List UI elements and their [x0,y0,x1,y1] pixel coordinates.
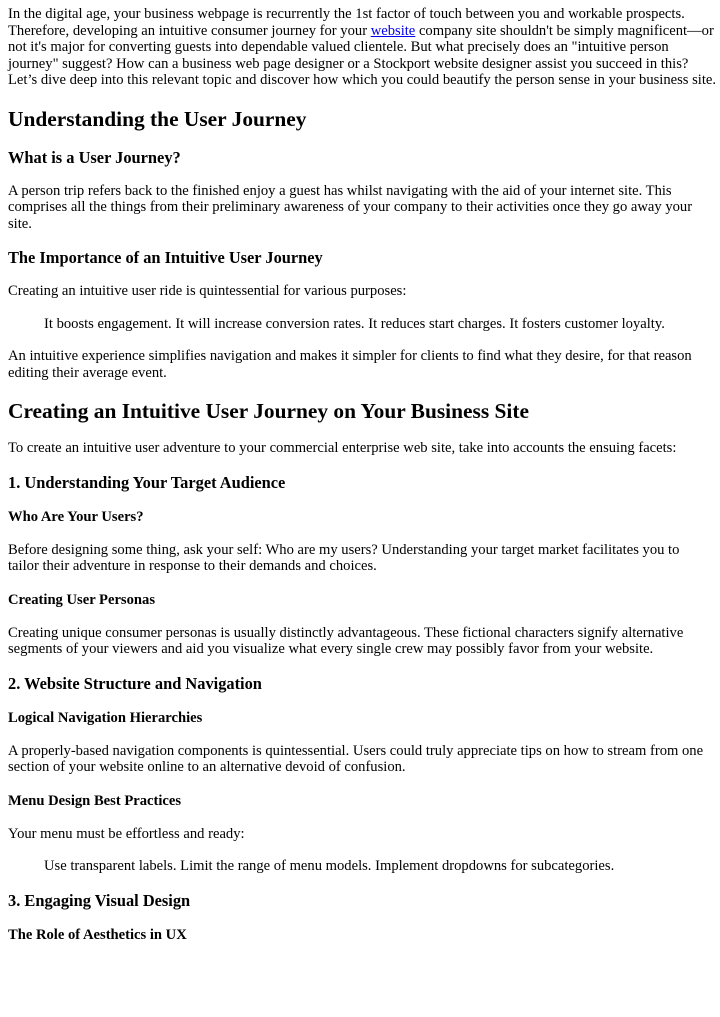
subheading-target-audience: 1. Understanding Your Target Audience [8,472,286,492]
paragraph-intuitive-experience: An intuitive experience simplifies navigation and makes it simpler for clients to find what they desire, for that reason editing their average event. [8,348,692,381]
website-link[interactable]: website [370,22,416,39]
paragraph-navigation-hierarchies: A properly-based navigation components is quintessential. Users could truly appreciate tips on how to stream from one section of your website online to an alternative devoid of confusion. [8,742,704,775]
intro-text-before-link: In the digital age, your business webpage is recurrently the 1st factor of touch between you and workable prospects. Therefore, developing an intuitive consumer journey for your [8,6,685,39]
quote-importance-benefits: It boosts engagement. It will increase conversion rates. It reduces start charges. It fosters customer loyalty. [44,315,665,332]
paragraph-menu-design: Your menu must be effortless and ready: [8,825,245,842]
paragraph-user-personas: Creating unique consumer personas is usually distinctly advantageous. These fictional characters signify alternative segments of your viewers and aid you visualize what every single crew may possibly favor from your website. [8,624,684,657]
section-heading-creating-journey: Creating an Intuitive User Journey on Your Business Site [8,399,529,423]
subheading-importance: The Importance of an Intuitive User Journey [8,248,323,267]
subheading-what-is-user-journey: What is a User Journey? [8,147,181,167]
intro-text-after-link: company site shouldn't be simply magnificent—or not it's major for converting guests into dependable valued clientele. But what precisely does an "intuitive person journey" suggest? How can a business web page designer or a Stockport website designer assist you succeed in this? Let’s dive deep into this relevant topic and discover how which you could beautify the person sense in your business site. [8,22,717,88]
minor-heading-aesthetics: The Role of Aesthetics in UX [8,926,187,943]
subheading-structure-navigation: 2. Website Structure and Navigation [8,673,262,693]
quote-menu-practices: Use transparent labels. Limit the range of menu models. Implement dropdowns for subcategories. [44,858,615,874]
minor-heading-navigation-hierarchies: Logical Navigation Hierarchies [8,709,203,726]
subheading-visual-design: 3. Engaging Visual Design [8,890,191,910]
paragraph-creating-intro: To create an intuitive user adventure to your commercial enterprise web site, take into accounts the ensuing facets: [8,440,677,456]
minor-heading-who-are-users: Who Are Your Users? [8,508,144,525]
paragraph-importance-intro: Creating an intuitive user ride is quintessential for various purposes: [8,283,407,299]
minor-heading-user-personas: Creating User Personas [8,591,155,608]
section-heading-user-journey: Understanding the User Journey [8,106,307,131]
paragraph-who-are-users: Before designing some thing, ask your self: Who are my users? Understanding your target market facilitates you to tailor their adventure in response to their demands and choices. [8,541,680,574]
paragraph-user-journey-definition: A person trip refers back to the finished enjoy a guest has whilst navigating with the aid of your internet site. This comprises all the things from their preliminary awareness of your company to their activities once they go away your site. [8,182,693,232]
minor-heading-menu-design: Menu Design Best Practices [8,792,182,809]
intro-paragraph [8,6,720,89]
